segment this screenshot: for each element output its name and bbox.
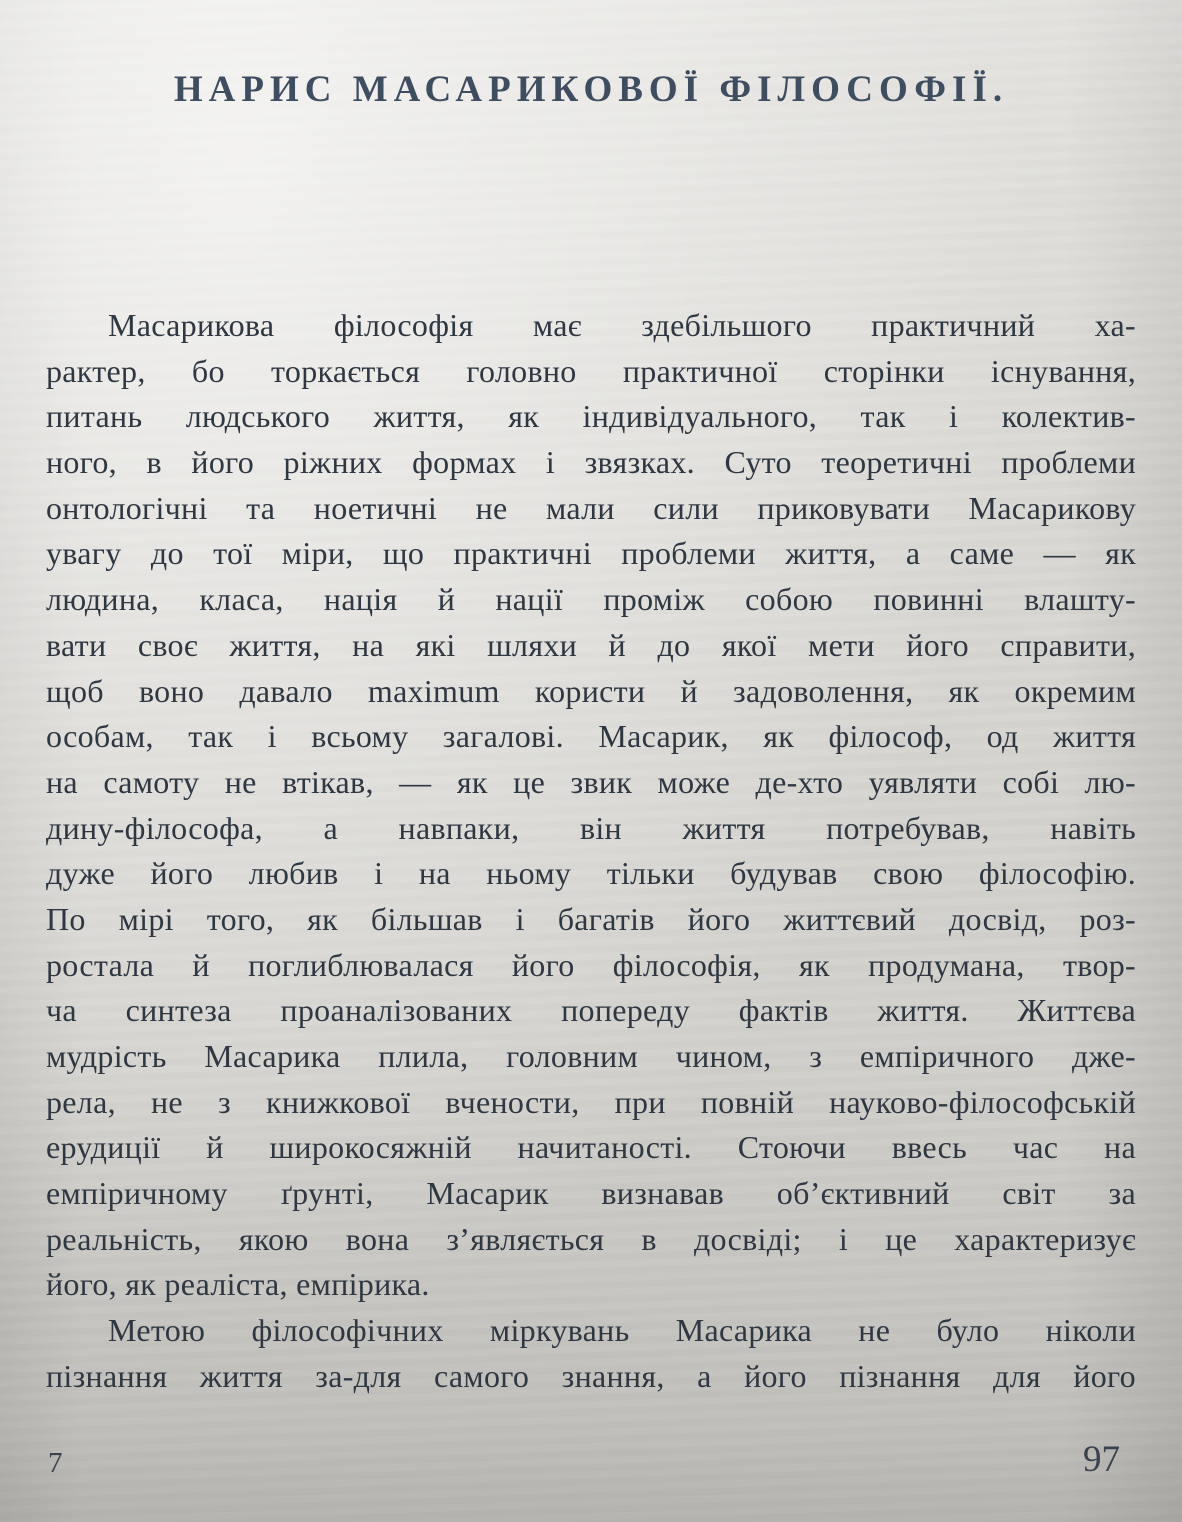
- text-line: його, як реаліста, емпірика.: [46, 1266, 430, 1303]
- signature-number: 7: [48, 1447, 63, 1479]
- text-line: реальність, якою вона з’являється в досвіді; і це характеризує: [46, 1220, 1136, 1257]
- text-line: мудрість Масарика плила, головним чином, з емпіричного дже-: [46, 1038, 1136, 1074]
- text-line: ного, в його ріжних формах і звязках. Суто теоретичні проблеми: [46, 444, 1136, 481]
- text-line: онтологічні та ноетичні не мали сили приковувати Масарикову: [46, 489, 1136, 526]
- text-line: По мірі того, як більшав і багатів його життєвий досвід, роз-: [46, 900, 1136, 937]
- text-line: особам, так і всьому загалові. Масарик, як філософ, од життя: [46, 718, 1136, 755]
- text-line: питань людського життя, як індивідуального, так і колектив-: [46, 398, 1136, 435]
- text-line: емпіричному ґрунті, Масарик визнавав об’єктивний світ за: [46, 1175, 1136, 1212]
- text-line: Метою філософічних міркувань Масарика не було ніколи: [108, 1312, 1136, 1349]
- text-line: щоб воно давало maximum користи й задоволення, як окремим: [46, 672, 1136, 709]
- text-line: рактер, бо торкається головно практичної сторінки існування,: [46, 352, 1136, 389]
- text-line: пізнання життя за-для самого знання, а його пізнання для його: [46, 1357, 1136, 1394]
- text-line: дуже його любив і на ньому тільки будував свою філософію.: [46, 855, 1136, 892]
- text-line: вати своє життя, на які шляхи й до якої мети його справити,: [46, 626, 1136, 663]
- body-text: [46, 303, 1136, 1400]
- text-line: увагу до тої міри, що практичні проблеми життя, а саме — як: [46, 535, 1136, 572]
- text-line: рела, не з книжкової вчености, при повній науково-філософській: [46, 1083, 1136, 1120]
- text-line: ростала й поглиблювалася його філософія, як продумана, твор-: [46, 946, 1136, 983]
- text-line: ерудиції й широкосяжній начитаності. Стоючи ввесь час на: [46, 1129, 1136, 1166]
- page-number: 97: [1083, 1439, 1120, 1480]
- page-title: НАРИС МАСАРИКОВОЇ ФІЛОСОФІЇ.: [173, 69, 1009, 110]
- text-line: ча синтеза проаналізованих попереду фактів життя. Життєва: [46, 992, 1136, 1029]
- text-line: Масарикова філософія має здебільшого практичний ха-: [108, 307, 1136, 343]
- text-line: людина, класа, нація й нації проміж собою повинні влашту-: [46, 581, 1136, 618]
- text-line: на самоту не втікав, — як це звик може де-хто уявляти собі лю-: [46, 763, 1136, 800]
- text-line: дину-філософа, а навпаки, він життя потребував, навіть: [46, 809, 1136, 846]
